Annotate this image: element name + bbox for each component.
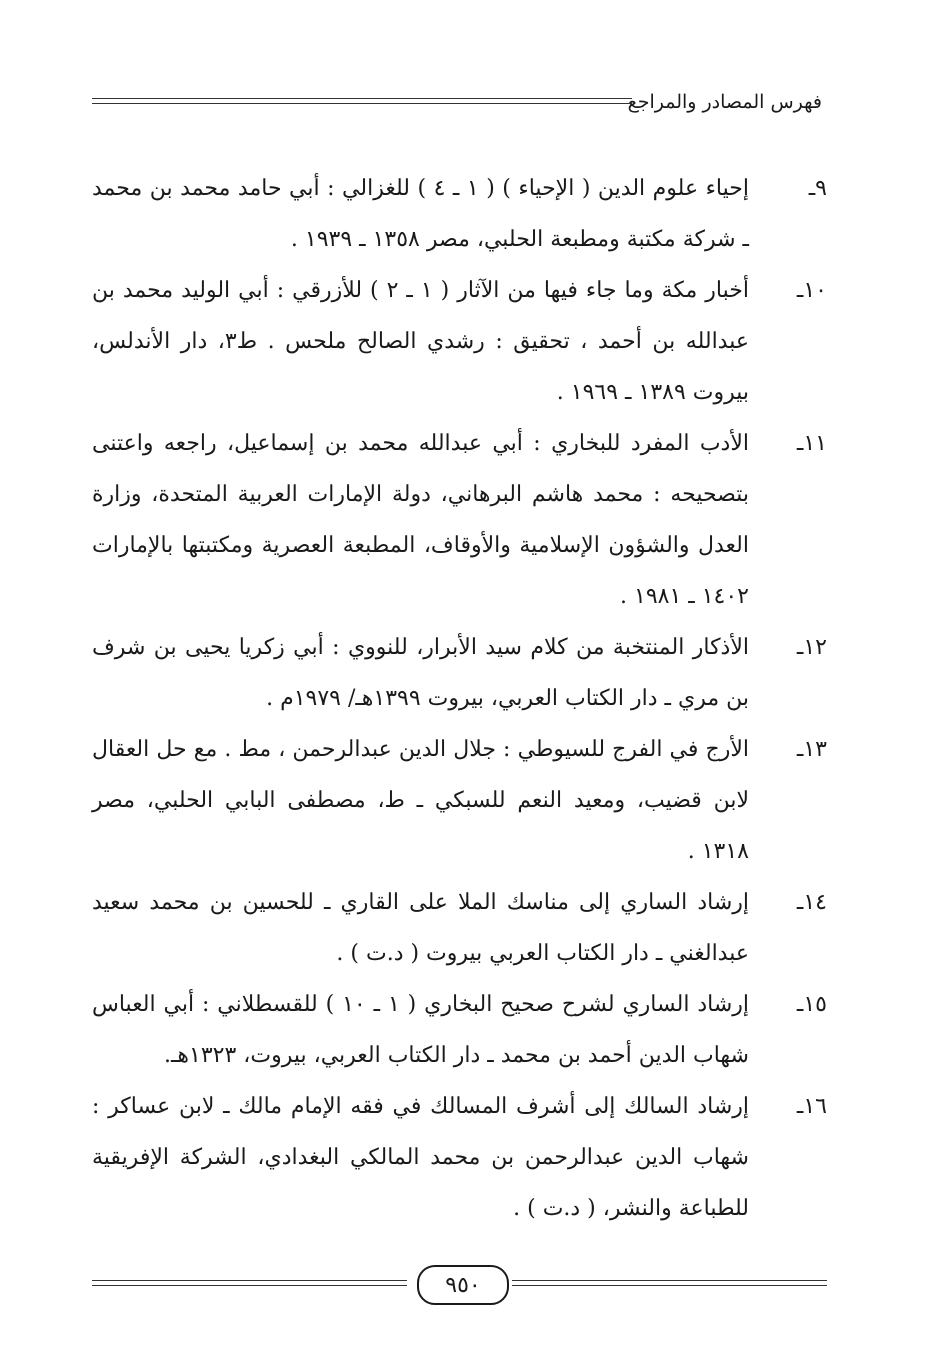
header-double-rule [92,98,632,106]
entry-number: ١٤ـ [796,890,827,915]
bibliography-entry [92,418,827,622]
entry-text: إرشاد الساري إلى مناسك الملا على القاري ـ للحسين بن محمد سعيد عبدالغني ـ دار الكتاب العربي بيروت ( د.ت ) . [92,890,749,966]
entry-number: ١٦ـ [796,1094,827,1119]
entry-number: ١١ـ [796,431,827,456]
entry-text: إرشاد السالك إلى أشرف المسالك في فقه الإمام مالك ـ لابن عساكر : شهاب الدين عبدالرحمن بن محمد المالكي البغدادي، الشركة الإفريقية للطباعة والنشر، ( د.ت ) . [92,1094,749,1221]
entry-number: ٩ـ [808,176,827,201]
bibliography-entry [92,979,827,1081]
bibliography-entry [92,622,827,724]
entry-text: أخبار مكة وما جاء فيها من الآثار ( ١ ـ ٢ ) للأزرقي : أبي الوليد محمد بن عبدالله بن أحمد ، تحقيق : رشدي الصالح ملحس . ط٣، دار الأندلس، بيروت ١٣٨٩ ـ ١٩٦٩ . [92,278,749,405]
entry-number: ١٣ـ [796,737,827,762]
footer-double-rule [512,1280,827,1288]
bibliography-entry [92,265,827,418]
entry-number: ١٥ـ [796,992,827,1017]
bibliography-entry [92,877,827,979]
entry-text: إحياء علوم الدين ( الإحياء ) ( ١ ـ ٤ ) للغزالي : أبي حامد محمد بن محمد ـ شركة مكتبة ومطبعة الحلبي، مصر ١٣٥٨ ـ ١٩٣٩ . [92,176,749,252]
footer-double-rule [92,1280,407,1288]
page-footer [92,1263,827,1311]
bibliography-entry [92,724,827,877]
running-head-title: فهرس المصادر والمراجع [627,91,822,113]
entry-text: الأدب المفرد للبخاري : أبي عبدالله محمد بن إسماعيل، راجعه واعتنى بتصحيحه : محمد هاشم البرهاني، دولة الإمارات العربية المتحدة، وزارة العدل والشؤون الإسلامية والأوقاف، المطبعة العصرية ومكتبتها بالإمارات ١٤٠٢ ـ ١٩٨١ . [92,431,749,609]
page-number: ٩٥٠ [417,1265,509,1305]
entry-number: ١٠ـ [796,278,827,303]
bibliography-entry [92,1081,827,1234]
page-header [92,88,822,118]
entry-text: الأذكار المنتخبة من كلام سيد الأبرار، للنووي : أبي زكريا يحيى بن شرف بن مري ـ دار الكتاب العربي، بيروت ١٣٩٩هـ/ ١٩٧٩م . [92,635,749,711]
entry-text: الأرج في الفرج للسيوطي : جلال الدين عبدالرحمن ، مط . مع حل العقال لابن قضيب، ومعيد النعم للسبكي ـ ط، مصطفى البابي الحلبي، مصر ١٣١٨ . [92,737,749,864]
entry-text: إرشاد الساري لشرح صحيح البخاري ( ١ ـ ١٠ ) للقسطلاني : أبي العباس شهاب الدين أحمد بن محمد ـ دار الكتاب العربي، بيروت، ١٣٢٣هـ. [92,992,749,1068]
entry-number: ١٢ـ [796,635,827,660]
bibliography-list [92,163,827,1234]
bibliography-entry [92,163,827,265]
